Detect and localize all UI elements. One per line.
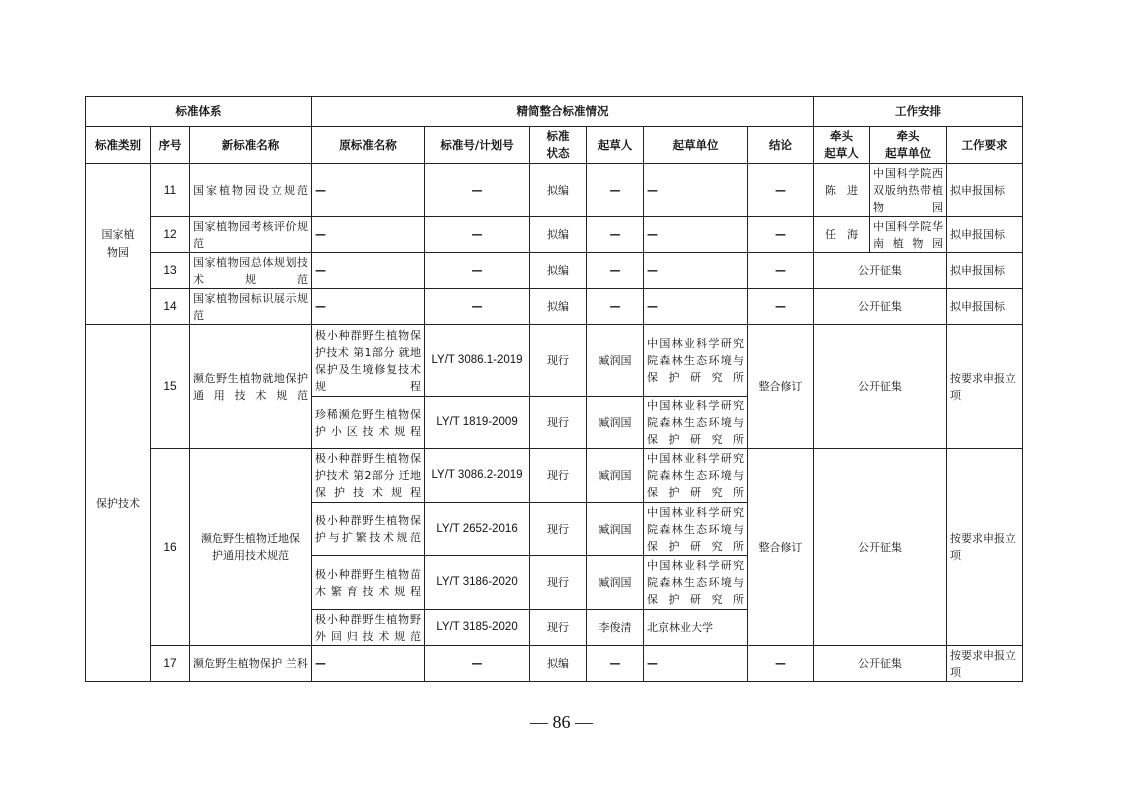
status-cell: 拟编	[530, 646, 587, 682]
unit-cell: 中国林业科学研究院森林生态环境与保护研究所	[644, 449, 748, 503]
col-conclusion: 结论	[748, 127, 814, 164]
status-cell: 现行	[530, 556, 587, 610]
requirement-cell: 按要求申报立项	[947, 325, 1023, 449]
requirement-cell: 拟申报国标	[947, 217, 1023, 253]
drafter-cell: —	[587, 289, 644, 325]
requirement-cell: 拟申报国标	[947, 164, 1023, 217]
std-no-cell: —	[425, 217, 530, 253]
conclusion-cell: 整合修订	[748, 449, 814, 646]
drafter-cell: 臧润国	[587, 556, 644, 610]
std-no-cell: LY/T 3185-2020	[425, 610, 530, 646]
std-no-cell: —	[425, 646, 530, 682]
status-cell: 现行	[530, 610, 587, 646]
status-cell: 拟编	[530, 164, 587, 217]
new-name-cell: 国家植物园总体规划技术规范	[190, 253, 312, 289]
status-cell: 现行	[530, 397, 587, 449]
col-lead-unit: 牵头 起草单位	[870, 127, 947, 164]
orig-name-cell: 极小种群野生植物野外回归技术规范	[312, 610, 425, 646]
table-row	[86, 253, 1023, 289]
new-name-cell: 国家植物园考核评价规范	[190, 217, 312, 253]
col-lead-drafter: 牵头 起草人	[814, 127, 870, 164]
table-row	[86, 325, 1023, 397]
std-no-cell: LY/T 2652-2016	[425, 503, 530, 556]
unit-cell: 中国林业科学研究院森林生态环境与保护研究所	[644, 397, 748, 449]
drafter-cell: 李俊清	[587, 610, 644, 646]
std-no-cell: LY/T 3086.1-2019	[425, 325, 530, 397]
col-drafter-unit: 起草单位	[644, 127, 748, 164]
requirement-cell: 按要求申报立项	[947, 646, 1023, 682]
col-category: 标准类别	[86, 127, 151, 164]
header-group-row	[86, 97, 1023, 127]
table-row	[86, 164, 1023, 217]
col-orig-name: 原标准名称	[312, 127, 425, 164]
drafter-cell: 臧润国	[587, 397, 644, 449]
lead-unit-cell: 中国科学院西双版纳热带植物园	[870, 164, 947, 217]
category-garden: 国家植物园	[86, 164, 151, 325]
orig-name-cell: 极小种群野生植物保护与扩繁技术规范	[312, 503, 425, 556]
unit-cell: —	[644, 646, 748, 682]
status-cell: 现行	[530, 325, 587, 397]
std-no-cell: —	[425, 289, 530, 325]
page-number: — 86 —	[530, 712, 593, 732]
drafter-cell: —	[587, 646, 644, 682]
lead-cell: 公开征集	[814, 646, 947, 682]
drafter-cell: 臧润国	[587, 325, 644, 397]
seq-cell: 15	[151, 325, 190, 449]
col-seq: 序号	[151, 127, 190, 164]
lead-cell: 公开征集	[814, 289, 947, 325]
header-column-row	[86, 127, 1023, 164]
drafter-cell: —	[587, 164, 644, 217]
conclusion-cell: —	[748, 164, 814, 217]
col-drafter: 起草人	[587, 127, 644, 164]
std-no-cell: LY/T 3186-2020	[425, 556, 530, 610]
new-name-cell: 濒危野生植物保护 兰科	[190, 646, 312, 682]
conclusion-cell: —	[748, 253, 814, 289]
drafter-cell: 臧润国	[587, 503, 644, 556]
header-work-arrangement: 工作安排	[814, 97, 1023, 127]
orig-name-cell: 珍稀濒危野生植物保护小区技术规程	[312, 397, 425, 449]
status-cell: 拟编	[530, 253, 587, 289]
orig-name-cell: —	[312, 164, 425, 217]
unit-cell: 北京林业大学	[644, 610, 748, 646]
status-cell: 拟编	[530, 217, 587, 253]
orig-name-cell: —	[312, 646, 425, 682]
lead-drafter-cell: 任 海	[814, 217, 870, 253]
drafter-cell: —	[587, 217, 644, 253]
table-row	[86, 289, 1023, 325]
orig-name-cell: —	[312, 217, 425, 253]
lead-cell: 公开征集	[814, 253, 947, 289]
header-standard-system: 标准体系	[86, 97, 312, 127]
lead-unit-cell: 中国科学院华南植物园	[870, 217, 947, 253]
seq-cell: 16	[151, 449, 190, 646]
std-no-cell: —	[425, 164, 530, 217]
col-std-no: 标准号/计划号	[425, 127, 530, 164]
unit-cell: —	[644, 217, 748, 253]
table-row	[86, 646, 1023, 682]
std-no-cell: LY/T 1819-2009	[425, 397, 530, 449]
category-protection: 保护技术	[86, 325, 151, 682]
requirement-cell: 拟申报国标	[947, 289, 1023, 325]
drafter-cell: 臧润国	[587, 449, 644, 503]
orig-name-cell: —	[312, 253, 425, 289]
unit-cell: 中国林业科学研究院森林生态环境与保护研究所	[644, 325, 748, 397]
seq-cell: 13	[151, 253, 190, 289]
lead-drafter-cell: 陈 进	[814, 164, 870, 217]
seq-cell: 12	[151, 217, 190, 253]
conclusion-cell: 整合修订	[748, 325, 814, 449]
new-name-cell: 濒危野生植物就地保护通用技术规范	[190, 325, 312, 449]
orig-name-cell: 极小种群野生植物苗木繁育技术规程	[312, 556, 425, 610]
conclusion-cell: —	[748, 217, 814, 253]
new-name-cell: 濒危野生植物迁地保护通用技术规范	[190, 449, 312, 646]
conclusion-cell: —	[748, 289, 814, 325]
unit-cell: 中国林业科学研究院森林生态环境与保护研究所	[644, 503, 748, 556]
col-requirement: 工作要求	[947, 127, 1023, 164]
std-no-cell: LY/T 3086.2-2019	[425, 449, 530, 503]
std-no-cell: —	[425, 253, 530, 289]
status-cell: 现行	[530, 503, 587, 556]
seq-cell: 11	[151, 164, 190, 217]
drafter-cell: —	[587, 253, 644, 289]
unit-cell: —	[644, 164, 748, 217]
status-cell: 拟编	[530, 289, 587, 325]
conclusion-cell: —	[748, 646, 814, 682]
unit-cell: —	[644, 253, 748, 289]
col-new-name: 新标准名称	[190, 127, 312, 164]
standards-table	[85, 96, 1023, 682]
lead-cell: 公开征集	[814, 325, 947, 449]
table-row	[86, 217, 1023, 253]
requirement-cell: 按要求申报立项	[947, 449, 1023, 646]
lead-cell: 公开征集	[814, 449, 947, 646]
col-status: 标准 状态	[530, 127, 587, 164]
new-name-cell: 国家植物园标识展示规范	[190, 289, 312, 325]
requirement-cell: 拟申报国标	[947, 253, 1023, 289]
new-name-cell: 国家植物园设立规范	[190, 164, 312, 217]
orig-name-cell: —	[312, 289, 425, 325]
orig-name-cell: 极小种群野生植物保护技术 第1部分 就地保护及生境修复技术规程	[312, 325, 425, 397]
orig-name-cell: 极小种群野生植物保护技术 第2部分 迁地保护技术规程	[312, 449, 425, 503]
seq-cell: 17	[151, 646, 190, 682]
status-cell: 现行	[530, 449, 587, 503]
header-integration-status: 精简整合标准情况	[312, 97, 814, 127]
unit-cell: —	[644, 289, 748, 325]
seq-cell: 14	[151, 289, 190, 325]
table-row	[86, 449, 1023, 503]
unit-cell: 中国林业科学研究院森林生态环境与保护研究所	[644, 556, 748, 610]
